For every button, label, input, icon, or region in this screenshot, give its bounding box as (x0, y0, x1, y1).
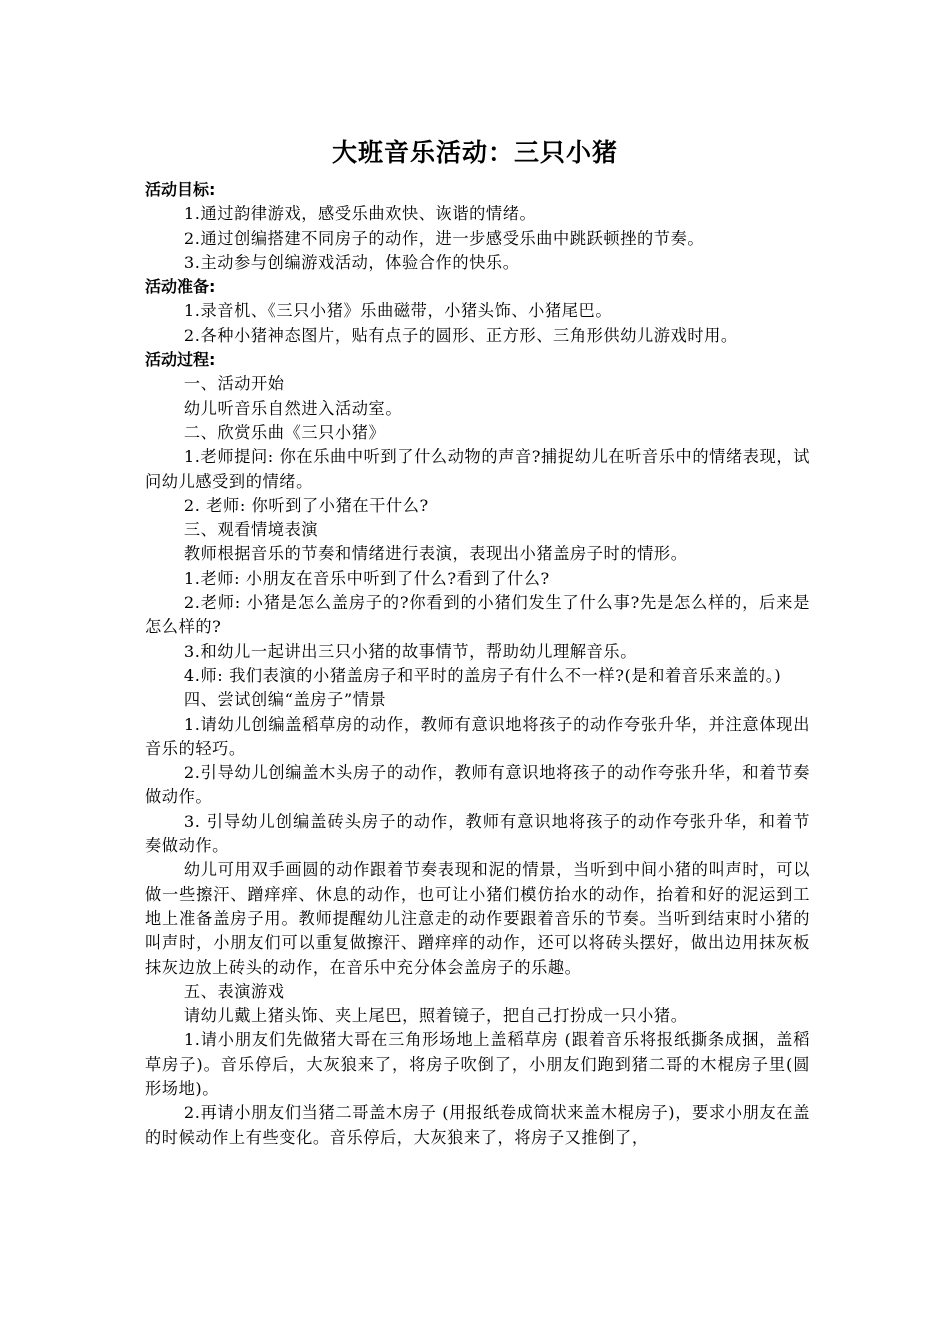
body-paragraph: 1.老师提问: 你在乐曲中听到了什么动物的声音?捕捉幼儿在听音乐中的情绪表现，试问幼儿感受到的情绪。 (145, 447, 810, 491)
body-paragraph: 2.再请小朋友们当猪二哥盖木房子 (用报纸卷成筒状来盖木棍房子)，要求小朋友在盖的时候动作上有些变化。音乐停后，大灰狼来了，将房子又推倒了， (145, 1103, 810, 1147)
body-paragraph: 四、尝试创编“盖房子”情景 (183, 690, 387, 710)
section-heading: 活动过程: (145, 350, 216, 370)
body-paragraph: 幼儿听音乐自然进入活动室。 (183, 398, 403, 418)
section-heading: 活动目标: (145, 180, 216, 199)
document-body (145, 178, 810, 1150)
body-paragraph: 3.和幼儿一起讲出三只小猪的故事情节，帮助幼儿理解音乐。 (183, 641, 637, 661)
body-paragraph: 一、活动开始 (183, 374, 285, 394)
body-paragraph: 二、欣赏乐曲《三只小猪》 (183, 422, 386, 442)
body-paragraph: 4.师: 我们表演的小猪盖房子和平时的盖房子有什么不一样?(是和着音乐来盖的。) (183, 665, 782, 685)
body-paragraph: 2.通过创编搭建不同房子的动作，进一步感受乐曲中跳跃顿挫的节奏。 (183, 228, 705, 248)
body-paragraph: 2. 老师: 你听到了小猪在干什么? (183, 495, 429, 515)
body-paragraph: 三、观看情境表演 (183, 520, 319, 540)
body-paragraph: 五、表演游戏 (183, 981, 285, 1001)
body-paragraph: 3. 引导幼儿创编盖砖头房子的动作，教师有意识地将孩子的动作夸张升华，和着节奏做动作。 (145, 811, 810, 856)
body-paragraph: 请幼儿戴上猪头饰、夹上尾巴，照着镜子，把自己打扮成一只小猪。 (183, 1006, 688, 1026)
document-title: 大班音乐活动：三只小猪 (331, 138, 618, 167)
body-paragraph: 2.引导幼儿创编盖木头房子的动作，教师有意识地将孩子的动作夸张升华，和着节奏做动作。 (145, 763, 810, 807)
body-paragraph: 2.各种小猪神态图片，贴有点子的圆形、正方形、三角形供幼儿游戏时用。 (183, 325, 738, 345)
body-paragraph: 1.录音机、《三只小猪》乐曲磁带，小猪头饰、小猪尾巴。 (183, 301, 613, 321)
body-paragraph: 1.通过韵律游戏，感受乐曲欢快、诙谐的情绪。 (183, 204, 537, 224)
body-paragraph: 3.主动参与创编游戏活动，体验合作的快乐。 (183, 252, 520, 272)
body-paragraph: 1.请小朋友们先做猪大哥在三角形场地上盖稻草房 (跟着音乐将报纸撕条成捆，盖稻草房子)。音乐停后，大灰狼来了，将房子吹倒了，小朋友们跑到猪二哥的木棍房子里(圆形场地)。 (145, 1030, 810, 1098)
body-paragraph: 教师根据音乐的节奏和情绪进行表演，表现出小猪盖房子时的情形。 (183, 544, 688, 564)
section-heading: 活动准备: (145, 277, 216, 297)
body-paragraph: 2.老师: 小猪是怎么盖房子的?你看到的小猪们发生了什么事?先是怎么样的，后来是怎么样的? (145, 593, 810, 637)
body-paragraph: 1.老师: 小朋友在音乐中听到了什么?看到了什么? (183, 568, 550, 588)
body-paragraph: 幼儿可用双手画圆的动作跟着节奏表现和泥的情景，当听到中间小猪的叫声时，可以做一些擦汗、蹭痒痒、休息的动作，也可让小猪们模仿抬水的动作，抬着和好的泥运到工地上准备盖房子用。教师提醒幼儿注意走的动作要跟着音乐的节奏。当听到结束时小猪的叫声时，小朋友们可以重复做擦汗、蹭痒痒的动作，还可以将砖头摆好，做出边用抹灰板抹灰边放上砖头的动作，在音乐中充分体会盖房子的乐趣。 (145, 860, 810, 977)
body-paragraph: 1.请幼儿创编盖稻草房的动作，教师有意识地将孩子的动作夸张升华，并注意体现出音乐的轻巧。 (145, 714, 810, 758)
